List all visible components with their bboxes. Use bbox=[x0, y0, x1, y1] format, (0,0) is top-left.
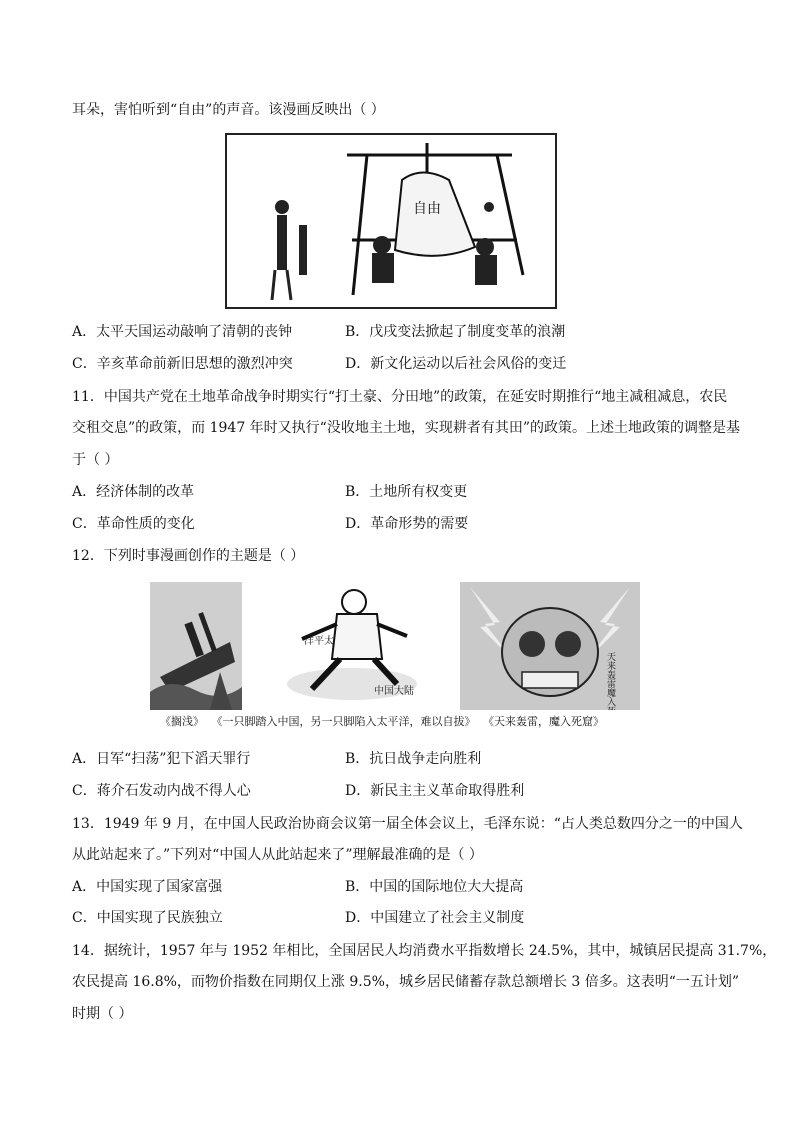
q10-cartoon-image bbox=[225, 133, 557, 309]
q10-option-d[interactable]: D．新文化运动以后社会风俗的变迁 bbox=[345, 356, 567, 372]
q12-option-d[interactable]: D．新民主主义革命取得胜利 bbox=[345, 783, 525, 799]
q12-cartoon-stranded bbox=[150, 582, 242, 710]
q10-stem-tail: 耳朵，害怕听到“自由”的声音。该漫画反映出（ ） bbox=[72, 102, 385, 118]
q13-option-b[interactable]: B．中国的国际地位大大提高 bbox=[345, 879, 524, 895]
q11-option-a[interactable]: A．经济体制的改革 bbox=[72, 484, 195, 500]
q13-option-a[interactable]: A．中国实现了国家富强 bbox=[72, 879, 223, 895]
q10-option-c[interactable]: C．辛亥革命前新旧思想的激烈冲突 bbox=[72, 356, 293, 372]
q11-stem-line3: 于（ ） bbox=[72, 452, 119, 468]
q12-caption-3: 《天来轰雷，魔入死窟》 bbox=[483, 715, 604, 728]
q12-cartoon-foot-in-china bbox=[282, 584, 422, 708]
q13-stem-line2: 从此站起来了。”下列对“中国人从此站起来了”理解最准确的是（ ） bbox=[72, 847, 483, 863]
q12-caption-2: 《一只脚踏入中国，另一只脚陷入太平洋，难以自拔》 bbox=[211, 715, 476, 728]
mainland-label: 中国大陆 bbox=[374, 686, 414, 697]
q14-stem-line3: 时期（ ） bbox=[72, 1006, 133, 1022]
q11-stem-line1: 11．中国共产党在土地革命战争时期实行“打土豪、分田地”的政策，在延安时期推行“地主减租减息，农民 bbox=[72, 389, 728, 405]
q11-option-d[interactable]: D．革命形势的需要 bbox=[345, 516, 469, 532]
skull-label: 天来轰雷魔入死窟 bbox=[605, 652, 615, 710]
q12-option-b[interactable]: B．抗日战争走向胜利 bbox=[345, 751, 482, 767]
q13-option-d[interactable]: D．中国建立了社会主义制度 bbox=[345, 910, 525, 926]
q11-stem-line2: 交租交息”的政策，而 1947 年时又执行“没收地主土地，实现耕者有其田”的政策。上述土地政策的调整是基 bbox=[72, 420, 740, 436]
q13-option-c[interactable]: C．中国实现了民族独立 bbox=[72, 910, 223, 926]
q12-stem: 12．下列时事漫画创作的主题是（ ） bbox=[72, 548, 305, 564]
q12-cartoon-skull bbox=[460, 582, 640, 710]
q14-stem-line1: 14．据统计，1957 年与 1952 年相比，全国居民人均消费水平指数增长 24.5%，其中，城镇居民提高 31.7%， bbox=[72, 943, 777, 959]
q12-caption-1: 《搁浅》 bbox=[160, 715, 204, 728]
q13-stem-line1: 13．1949 年 9 月，在中国人民政治协商会议第一届全体会议上，毛泽东说：“占人类总数四分之一的中国人 bbox=[72, 816, 743, 832]
q11-option-b[interactable]: B．土地所有权变更 bbox=[345, 484, 468, 500]
q14-stem-line2: 农民提高 16.8%，而物价指数在同期仅上涨 9.5%，城乡居民储蓄存款总额增长 3 倍多。这表明“一五计划” bbox=[72, 974, 740, 990]
pacific-label: 洋平太 bbox=[304, 636, 334, 647]
skull-cartoon-drawing bbox=[460, 582, 640, 710]
stranded-ship-drawing bbox=[150, 582, 242, 710]
q12-captions bbox=[160, 713, 650, 729]
q11-option-c[interactable]: C．革命性质的变化 bbox=[72, 516, 195, 532]
foot-cartoon-drawing bbox=[282, 584, 422, 708]
q10-option-a[interactable]: A．太平天国运动敲响了清朝的丧钟 bbox=[72, 324, 293, 340]
q12-option-c[interactable]: C．蒋介石发动内战不得人心 bbox=[72, 783, 251, 799]
q12-option-a[interactable]: A．日军“扫荡”犯下滔天罪行 bbox=[72, 751, 251, 767]
bell-cartoon-drawing bbox=[227, 135, 555, 307]
q10-option-b[interactable]: B．戊戌变法掀起了制度变革的浪潮 bbox=[345, 324, 566, 340]
bell-label: 自由 bbox=[413, 201, 441, 217]
